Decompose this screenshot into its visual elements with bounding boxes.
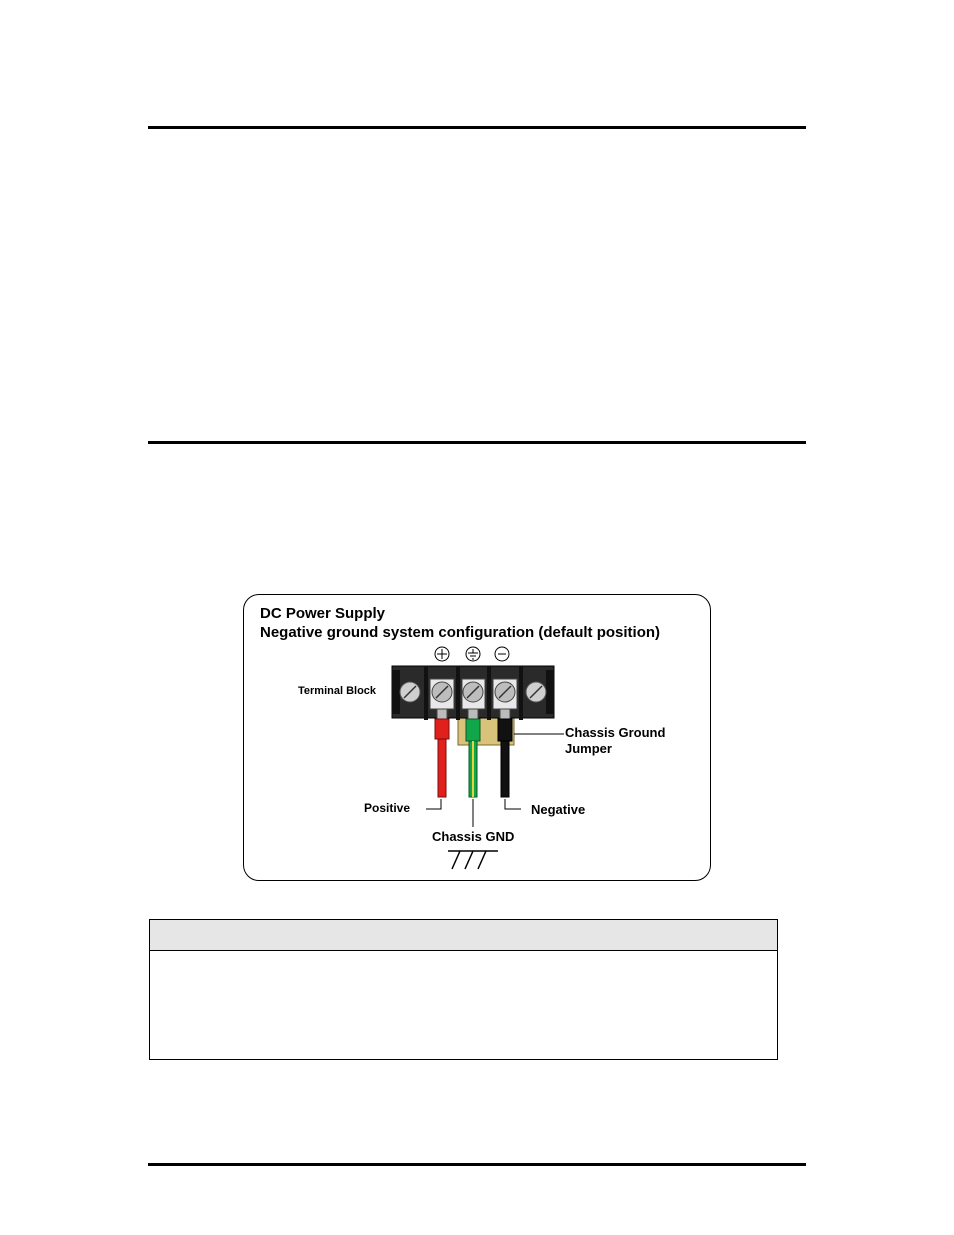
chassis-gnd-label: Chassis GND <box>432 829 515 844</box>
note-header <box>150 920 777 951</box>
figure-title-line1: DC Power Supply <box>260 605 386 622</box>
negative-symbol-icon <box>495 647 509 661</box>
positive-wire <box>435 709 449 797</box>
positive-symbol-icon <box>435 647 449 661</box>
positive-label: Positive <box>364 801 411 815</box>
ground-wire <box>466 709 480 797</box>
footer-rule <box>148 1163 806 1166</box>
chassis-ground-icon <box>448 851 498 869</box>
section-rule <box>148 441 806 444</box>
dc-power-figure <box>243 594 711 881</box>
chassis-ground-jumper-label-2: Jumper <box>565 741 612 756</box>
top-rule <box>148 126 806 129</box>
chassis-ground-jumper-label-1: Chassis Ground <box>565 725 666 740</box>
terminal-block-label: Terminal Block <box>298 685 377 697</box>
note-box <box>149 919 778 1060</box>
note-body <box>150 951 777 967</box>
ground-symbol-icon <box>466 647 480 661</box>
negative-wire <box>498 709 512 797</box>
negative-label: Negative <box>531 802 586 817</box>
figure-title-line2: Negative ground system configuration (default position) <box>260 624 661 641</box>
